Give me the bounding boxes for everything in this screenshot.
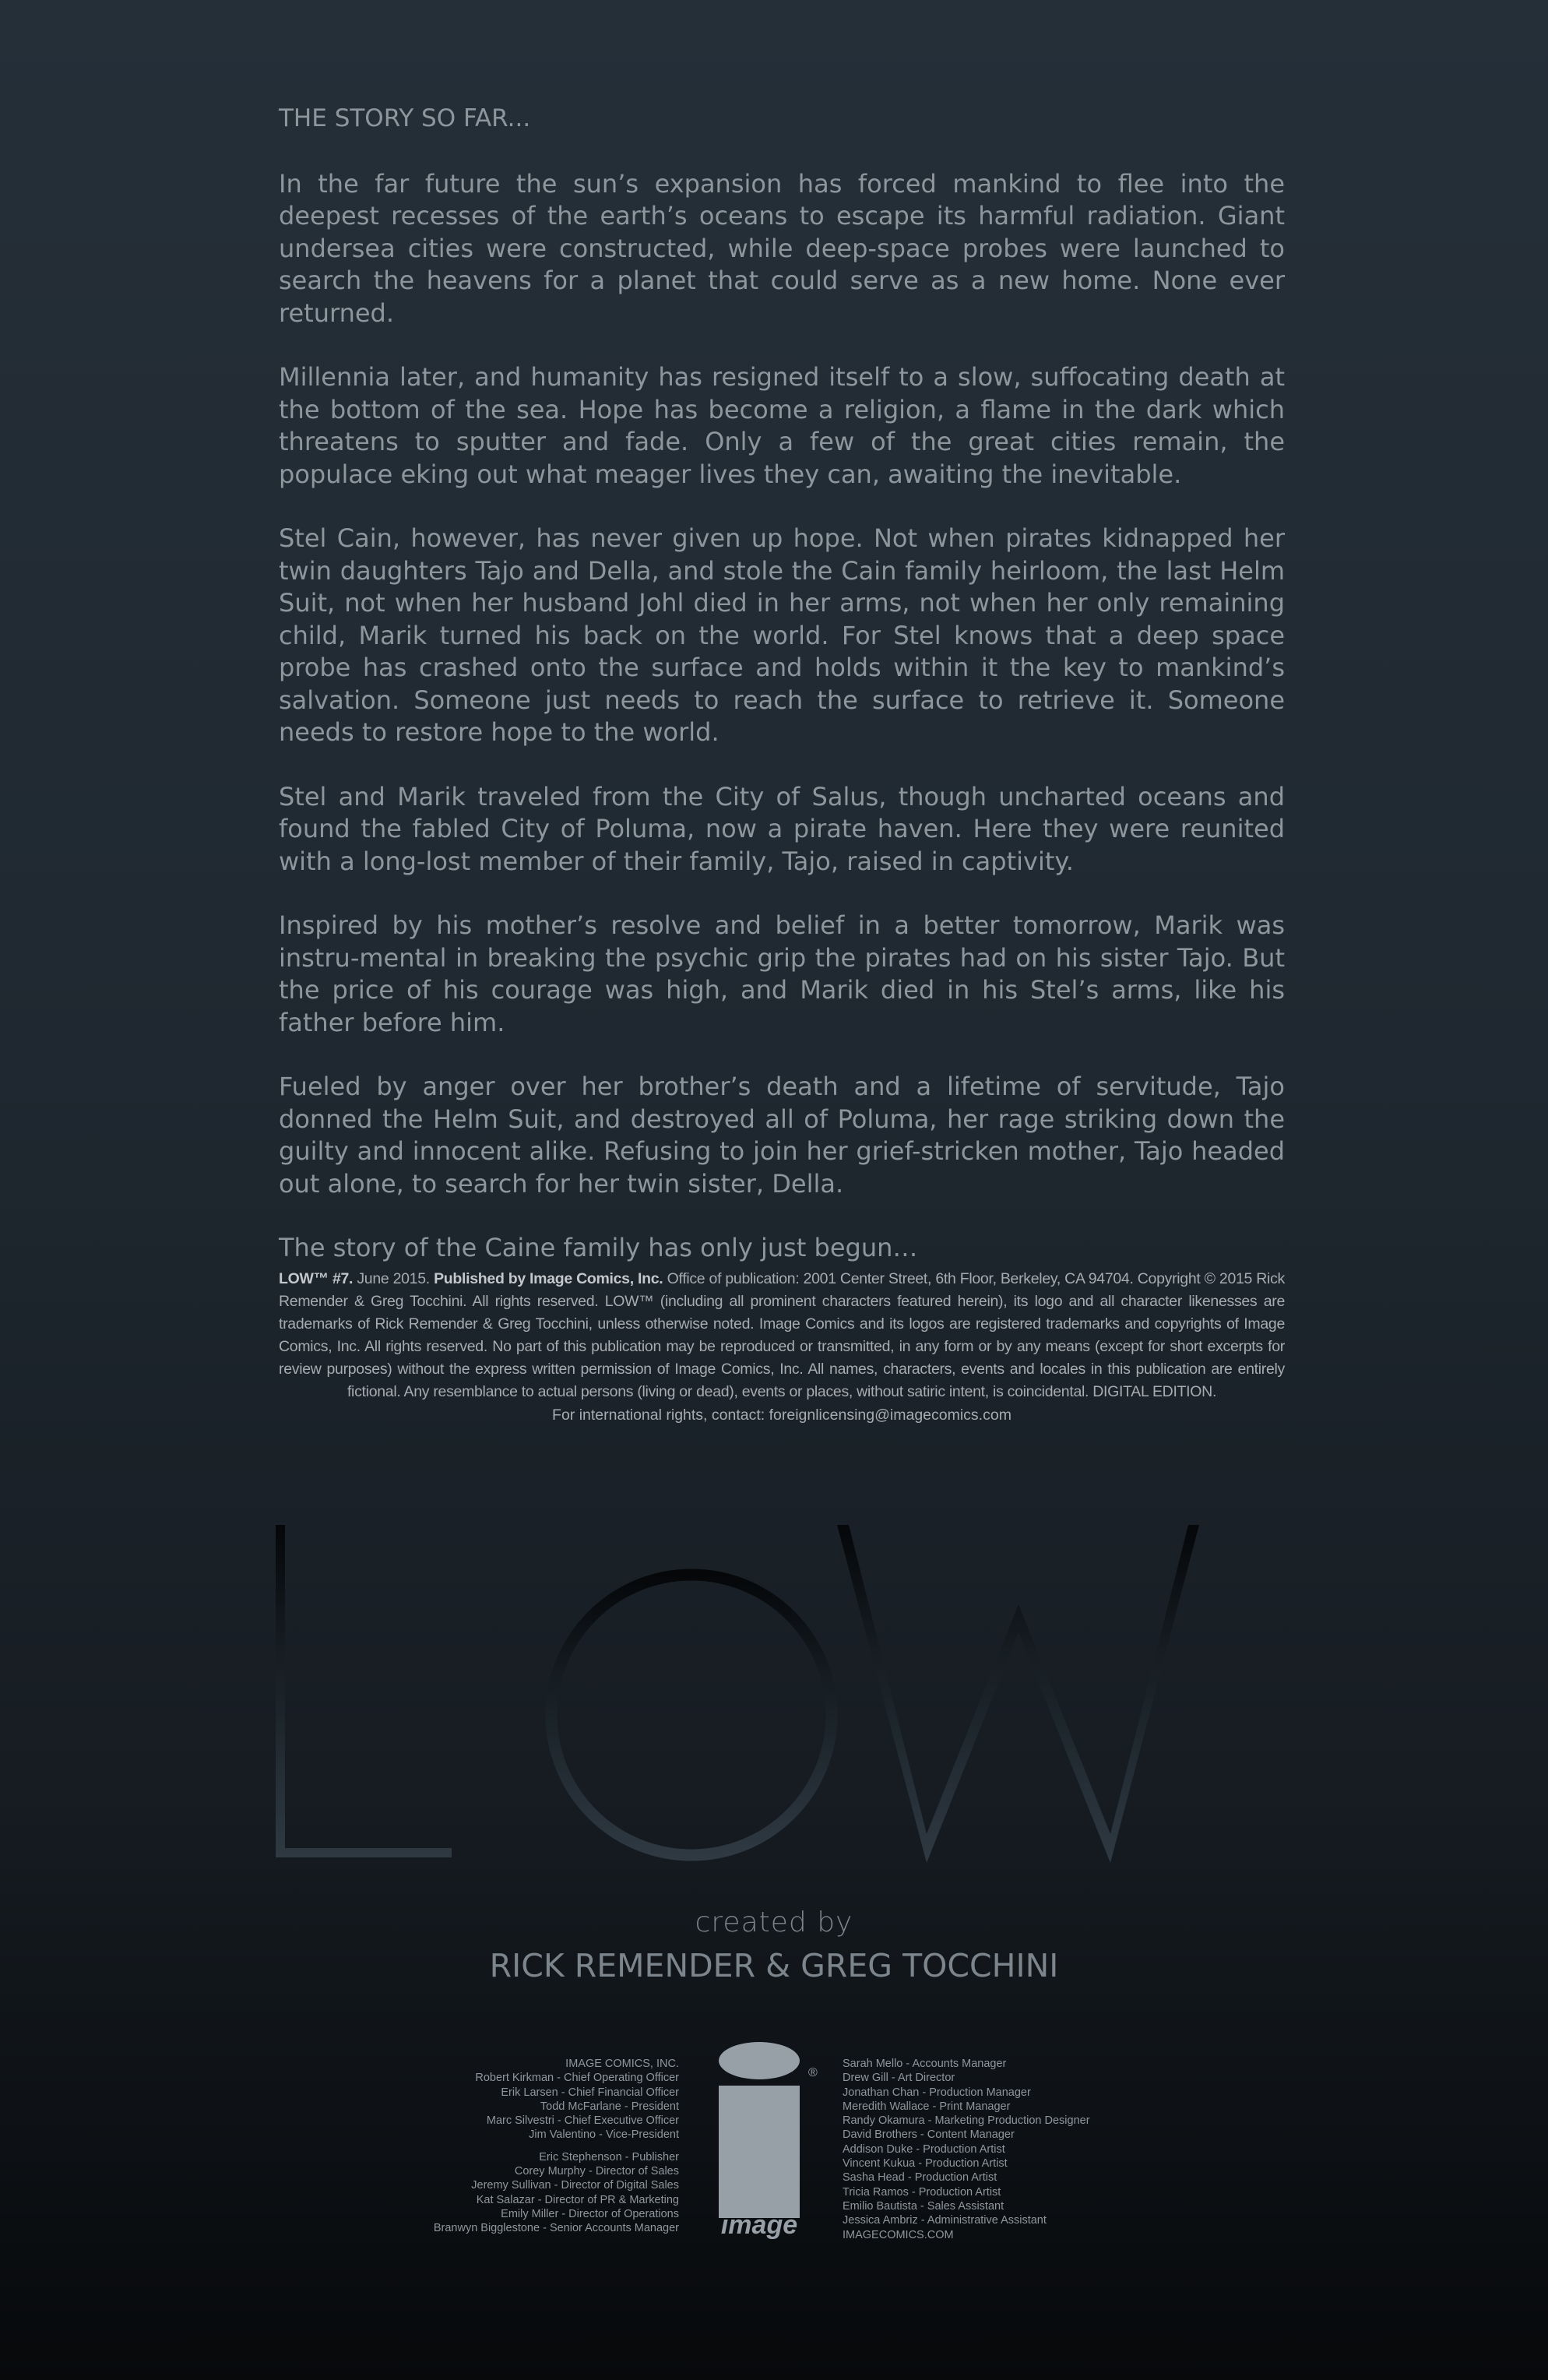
staff-line: Corey Murphy - Director of Sales: [514, 2165, 679, 2178]
staff-line: Addison Duke - Production Artist: [843, 2142, 1005, 2156]
staff-line: Todd McFarlane - President: [540, 2100, 679, 2113]
staff-line: Jessica Ambriz - Administrative Assistant: [843, 2214, 1047, 2227]
staff-line: Kat Salazar - Director of PR & Marketing: [476, 2193, 679, 2206]
staff-line: Robert Kirkman - Chief Operating Officer: [475, 2072, 679, 2085]
staff-line: Erik Larsen - Chief Financial Officer: [501, 2086, 679, 2099]
staff-line: Jim Valentino - Vice-President: [529, 2128, 679, 2142]
staff-line: Randy Okamura - Marketing Production Designer: [843, 2114, 1090, 2128]
legal-body: Office of publication: 2001 Center Street, 6th Floor, Berkeley, CA 94704. Copyright © 2015 Rick Remender & Greg Tocchini. All rights reserved. LOW™ (including all prominent characters featured herein), its logo and all character likenesses are trademarks of Rick Remender & Greg Tocchini, unless otherwise noted. Image Comics and its logos are registered trademarks and copyrights of Image Comics, Inc. All rights reserved. No part of this publication may be reproduced or transmitted, in any form or by any means (except for short excerpts for review purposes) without the express written permission of Image Comics, Inc. All names, characters, events and locales in this publication are entirely fictional. Any resemblance to actual persons (living or dead), events or places, without satiric intent, is coincidental. DIGITAL EDITION.: [279, 1270, 1285, 1400]
staff-line: Emilio Bautista - Sales Assistant: [843, 2199, 1004, 2213]
staff-line: IMAGE COMICS, INC.: [565, 2058, 679, 2070]
staff-line: Marc Silvestri - Chief Executive Officer: [486, 2114, 679, 2128]
staff-line: Jonathan Chan - Production Manager: [843, 2086, 1031, 2099]
creators-names: RICK REMENDER & GREG TOCCHINI: [489, 1947, 1059, 1984]
story-paragraph: Inspired by his mother’s resolve and belief in a better tomorrow, Marik was instru-mental in breaking the psychic grip the pirates had on his sister Tajo. But the price of his courage was high, and Marik died in his Stel’s arms, like his father before him.: [279, 910, 1285, 1037]
staff-line: David Brothers - Content Manager: [843, 2128, 1015, 2142]
logo-letter-l: [276, 1525, 452, 1857]
staff-line: Eric Stephenson - Publisher: [539, 2150, 679, 2163]
story-paragraph: Millennia later, and humanity has resigned itself to a slow, suffocating death at the bottom of the sea. Hope has become a religion, a flame in the dark which threatens to sputter and fade. Only a few of the great cities remain, the populace eking out what meager lives they can, awaiting the inevitable.: [279, 362, 1285, 489]
story-paragraph: Stel Cain, however, has never given up hope. Not when pirates kidnapped her twin daughters Tajo and Della, and stole the Cain family heirloom, the last Helm Suit, not when her husband Johl died in her arms, not when her only remaining child, Marik turned his back on the world. For Stel knows that a deep space probe has crashed onto the surface and holds within it the key to mankind’s salvation. Someone just needs to reach the surface to retrieve it. Someone needs to restore hope to the world.: [279, 523, 1285, 747]
story-paragraph: The story of the Caine family has only just begun…: [279, 1233, 918, 1262]
legal-publisher: Published by Image Comics, Inc.: [434, 1270, 663, 1287]
staff-line: Emily Miller - Director of Operations: [501, 2207, 679, 2220]
legal-date: June 2015.: [353, 1270, 434, 1287]
story-paragraph: Fueled by anger over her brother’s death and a lifetime of servitude, Tajo donned the Helm Suit, and destroyed all of Poluma, her rage striking down the guilty and innocent alike. Refusing to join her grief-stricken mother, Tajo headed out alone, to search for her twin sister, Della.: [279, 1072, 1285, 1199]
staff-line: Sarah Mello - Accounts Manager: [843, 2058, 1007, 2070]
staff-line: Tricia Ramos - Production Artist: [843, 2185, 1001, 2199]
staff-line: Vincent Kukua - Production Artist: [843, 2157, 1008, 2171]
staff-line: Sasha Head - Production Artist: [843, 2171, 997, 2185]
logo-letter-o: [551, 1575, 832, 1855]
staff-line: Branwyn Bigglestone - Senior Accounts Manager: [433, 2222, 679, 2235]
story-so-far: [279, 103, 1285, 1297]
story-paragraph: In the far future the sun’s expansion has forced mankind to flee into the deepest recesses of the earth’s oceans to escape its harmful radiation. Giant undersea cities were constructed, while deep-space probes were launched to search the heavens for a planet that could serve as a new home. None ever returned.: [279, 168, 1285, 328]
created-by-label: created by: [695, 1906, 853, 1938]
legal-contact: For international rights, contact: foreignlicensing@imagecomics.com: [552, 1407, 1011, 1424]
image-logo-wordmark: image: [720, 2210, 798, 2240]
registered-mark: ®: [808, 2066, 818, 2079]
legal-indicia: [279, 1268, 1285, 1403]
image-comics-logo: [716, 2039, 833, 2241]
low-logo: [265, 1503, 1293, 1869]
staff-line: Drew Gill - Art Director: [843, 2072, 955, 2085]
staff-list-left: [434, 2057, 679, 2236]
staff-line: Jeremy Sullivan - Director of Digital Sales: [471, 2179, 679, 2192]
staff-list-right: [843, 2057, 1090, 2242]
legal-title: LOW™ #7.: [279, 1270, 354, 1287]
logo-letter-w: [837, 1525, 1199, 1863]
story-paragraph: Stel and Marik traveled from the City of Salus, though uncharted oceans and found the fabled City of Poluma, now a pirate haven. Here they were reunited with a long-lost member of their family, Tajo, raised in captivity.: [279, 781, 1285, 876]
story-heading: THE STORY SO FAR...: [279, 104, 531, 132]
website-link[interactable]: IMAGECOMICS.COM: [843, 2228, 954, 2241]
staff-line: Meredith Wallace - Print Manager: [843, 2100, 1011, 2113]
